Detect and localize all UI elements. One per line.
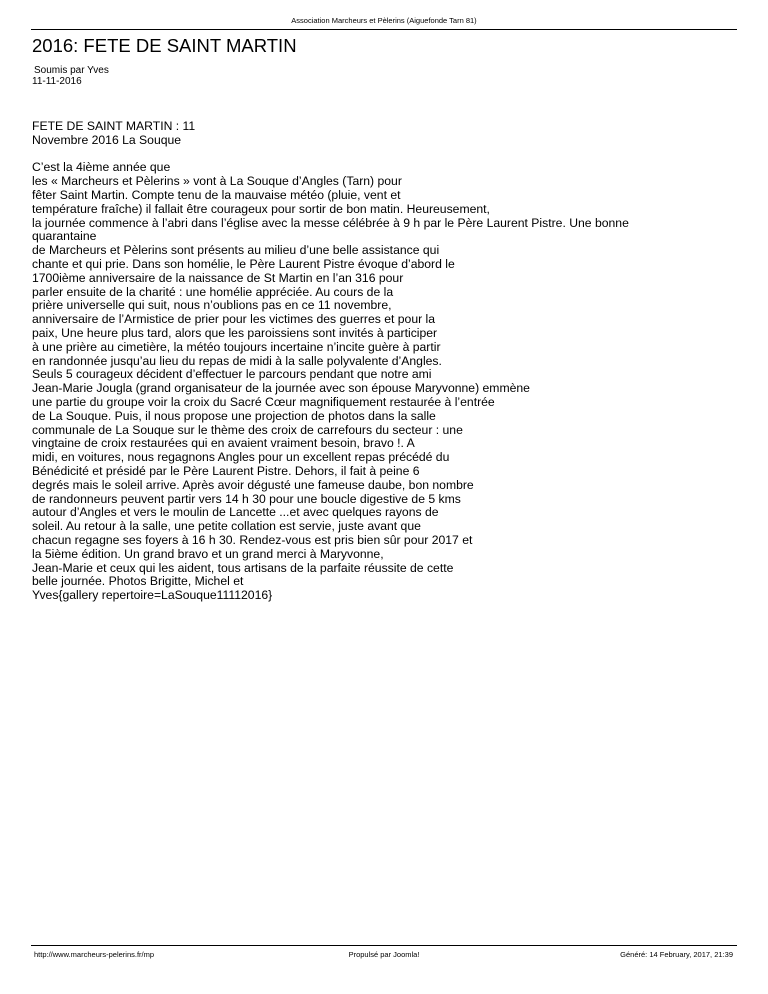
footer-url: http://www.marcheurs-pelerins.fr/mp [34,950,155,959]
page-footer [31,950,737,959]
article-date: 11-11-2016 [32,76,82,87]
footer-rule [31,945,737,946]
article-meta [32,65,109,87]
article-title: 2016: FETE DE SAINT MARTIN [32,35,297,56]
header-rule [31,29,737,30]
footer-generated: Généré: 14 February, 2017, 21:39 [620,950,733,959]
article-intro: FETE DE SAINT MARTIN : 11 Novembre 2016 La Souque [32,119,196,147]
article-content [32,120,732,603]
footer-powered-by: Propulsé par Joomla! [348,950,420,959]
article-author: Soumis par Yves [34,65,109,76]
running-header: Association Marcheurs et Pèlerins (Aiguefonde Tarn 81) [291,16,477,25]
article-body: C’est la 4ième année que les « Marcheurs et Pèlerins » vont à La Souque d’Angles (Tarn) pour fêter Saint Martin. Compte tenu de la mauvaise météo (pluie, vent et température fraîche) il fallait être courageux pour sortir de bon matin. Heureusement, la journée commence à l’abri dans l’église avec la messe célébrée à 9 h par le Père Laurent Pistre. Une bonne quarantaine de Marcheurs et Pèlerins sont présents au milieu d’une belle assistance qui chante et qui prie. Dans son homélie, le Père Laurent Pistre évoque d’abord le 1700ième anniversaire de la naissance de St Martin en l’an 316 pour parler ensuite de la charité : une homélie appréciée. Au cours de la prière universelle qui suit, nous n’oublions pas en ce 11 novembre, anniversaire de l’Armistice de prier pour les victimes des guerres et pour la paix, Une heure plus tard, alors que les paroissiens sont invités à participer à une prière au cimetière, la météo toujours incertaine n’incite guère à partir en randonnée jusqu’au lieu du repas de midi à la salle polyvalente d’Angles. Seuls 5 courageux décident d’effectuer le parcours pendant que notre ami Jean-Marie Jougla (grand organisateur de la journée avec son épouse Maryvonne) emmène une partie du groupe voir la croix du Sacré Cœur magnifiquement restaurée à l’entrée de La Souque. Puis, il nous propose une projection de photos dans la salle communale de La Souque sur le thème des croix de carrefours du secteur : une vingtaine de croix restaurées qui en avaient vraiment besoin, bravo !. A midi, en voitures, nous regagnons Angles pour un excellent repas précédé du Bénédicité et présidé par le Père Laurent Pistre. Dehors, il fait à peine 6 degrés mais le soleil arrive. Après avoir dégusté une fameuse daube, bon nombre de randonneurs peuvent partir vers 14 h 30 pour une boucle digestive de 5 kms autour d’Angles et vers le moulin de Lancette ...et avec quelques rayons de soleil. Au retour à la salle, une petite collation est servie, juste avant que chacun regagne ses foyers à 16 h 30. Rendez-vous est pris bien sûr pour 2017 et la 5ième édition. Un grand bravo et un grand merci à Maryvonne, Jean-Marie et ceux qui les aident, tous artisans de la parfaite réussite de cette belle journée. Photos Brigitte, Michel et Yves{gallery repertoire=LaSouque11112016} [32,160,629,603]
